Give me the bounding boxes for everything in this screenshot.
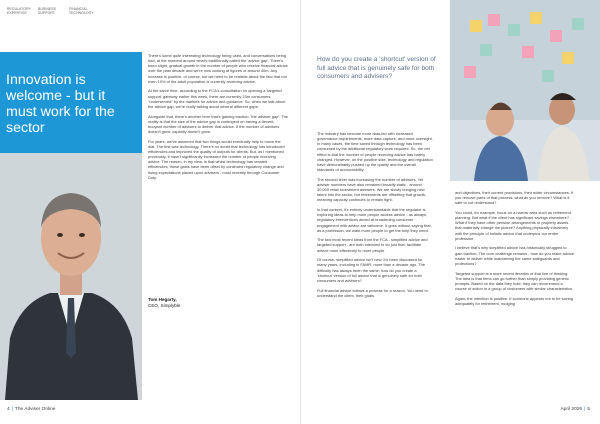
page-number-right: 5 <box>587 407 590 412</box>
caption-name: Tom Hegarty, <box>148 297 177 302</box>
hero-panel <box>0 52 142 153</box>
paragraph: In that context, it's entirely understandable that the regulator is exploring ideas to help more people access advice - as always, regulatory interventions aimed at broadening consumer engagement with advice are welcome. It goes without saying that, as a profession, we want more people to get the help they need. <box>317 207 432 233</box>
page-number-left: 4 <box>7 407 10 412</box>
paragraph: Alongside that, there's another term that's gaining traction: 'the adviser gap'. The reality is that the size of the advice gap is contingent on having a decent, buoyant number of advisers to deliver that advice. If the number of advisers doesn't grow, capacity doesn't grow. <box>148 113 288 135</box>
caption-role: CEO, Simplyble <box>148 303 181 308</box>
paragraph: Full financial advice follows a process for a reason. You need to understand the client, their goals <box>317 287 428 298</box>
column-2 <box>317 131 433 302</box>
tag-fintech: FINANCIAL TECHNOLOGY <box>69 7 94 15</box>
column-3 <box>455 190 575 310</box>
paragraph: There's some quite interesting technology being used, and conversations being had, at the moment around what's traditionally called the 'advice gap'. There's been slight, gradual growth in the number of people who receive financial advice over the past decade and we're now looking at figures of around 40m. Any increase is positive, of course, but we need to be realistic about the fact that not even 10% of the adult population is currently receiving advice. <box>148 53 288 84</box>
header-tags <box>7 7 94 15</box>
paragraph: I believe that's why simplified advice has historically struggled to gain traction. The core challenge remains - how do you make advice easier to deliver while maintaining the same safeguards and protections? <box>455 245 574 266</box>
footer-left <box>7 407 55 412</box>
portrait-caption <box>148 297 180 309</box>
paragraph: The industry has become more data-led with increased governance requirements, more data capture, and more oversight. In many cases, the time saved through technology has been consumed by the additional regulatory work required. So, the net effect is that the number of people receiving advice has barely changed. However, on the positive side, technology and regulation have demonstrably pushed up the quality and the overall standards of accountability. <box>317 131 433 173</box>
paragraph: For years, we've assumed that two things would eventually help to move the dial. The first was technology. There's no doubt that technology has introduced efficiencies and improved the quality of outputs for clients. But, as I mentioned previously, it hasn't significantly increased the number of people receiving advice. The reason, in my view, is that whilst technology has created efficiencies, those gains have been offset by continued regulatory change and rising expectations placed upon advisers - most recently through Consumer Duty. <box>148 138 285 180</box>
tag-regulatory: REGULATORY EXPERTISE <box>7 7 31 15</box>
paragraph: You could, for example, focus on a narrow area such as retirement planning. But what if the client has significant savings elsewhere? What if they have other pension arrangements or property assets that materially change the picture? Anything physically intrusively with the principle of holistic advice that underpins our entire profession. <box>455 209 571 241</box>
footer-divider: | <box>11 407 13 412</box>
paragraph: Of course, simplified advice isn't new. It's been discussed for many years, including in FAMR, more than a decade ago. The difficulty has always been the same: how do you create a 'shortcut' version of full advice that is genuinely safe for both consumers and advisers? <box>317 257 426 283</box>
portrait-photo <box>0 153 142 400</box>
footer-divider: | <box>584 407 586 412</box>
paragraph: At the same time, according to the FCA's consultation on opening a 'targeted support' gateway earlier this week, there are currently 23m consumers "underserved" by the markets for advice and guidance. So, when we talk about the advice gap, we're really talking about several different gaps. <box>148 88 286 109</box>
column-1 <box>148 53 288 184</box>
footer-right <box>560 407 590 412</box>
paragraph: Targeted support is a more recent iteration of that line of thinking. The idea is that firms can go further than simply providing generic prompts. Based on the data they hold, they can recommend a course of action to a group of customers with similar characteristics. <box>455 270 574 291</box>
meeting-photo <box>450 0 600 181</box>
paragraph: The second lever was increasing the number of advisers. Yet adviser numbers have also remained broadly static - around 30,000 retail investment advisers. We are slowly bringing new talent into the sector, but retirements are offsetting that growth, meaning capacity continues to remain tight. <box>317 176 427 203</box>
issue-date: April 2026 <box>560 407 583 412</box>
paragraph: Again, the intention is positive. If someone appears not to be saving adequately for retirement, nudging <box>455 295 573 306</box>
pull-quote: How do you create a 'shortcut' version of full advice that is genuinely safe for both consumers and advisers? <box>317 56 436 80</box>
publication-title: The Adviser Online <box>14 407 56 412</box>
paragraph: The two most recent ideas from the FCA - simplified advice and targeted support - are both intended to do just that: facilitate advice more effectively to more people. <box>317 237 428 253</box>
page-gutter <box>300 0 301 424</box>
article-title: Innovation is welcome - but it must work for the sector <box>6 72 115 136</box>
tag-business: BUSINESS SUPPORT <box>38 7 56 15</box>
paragraph: and objectives, their current provisions, their wider circumstances. If you remove parts of that process, what do you remove? What is it safe to not understand? <box>455 190 574 206</box>
